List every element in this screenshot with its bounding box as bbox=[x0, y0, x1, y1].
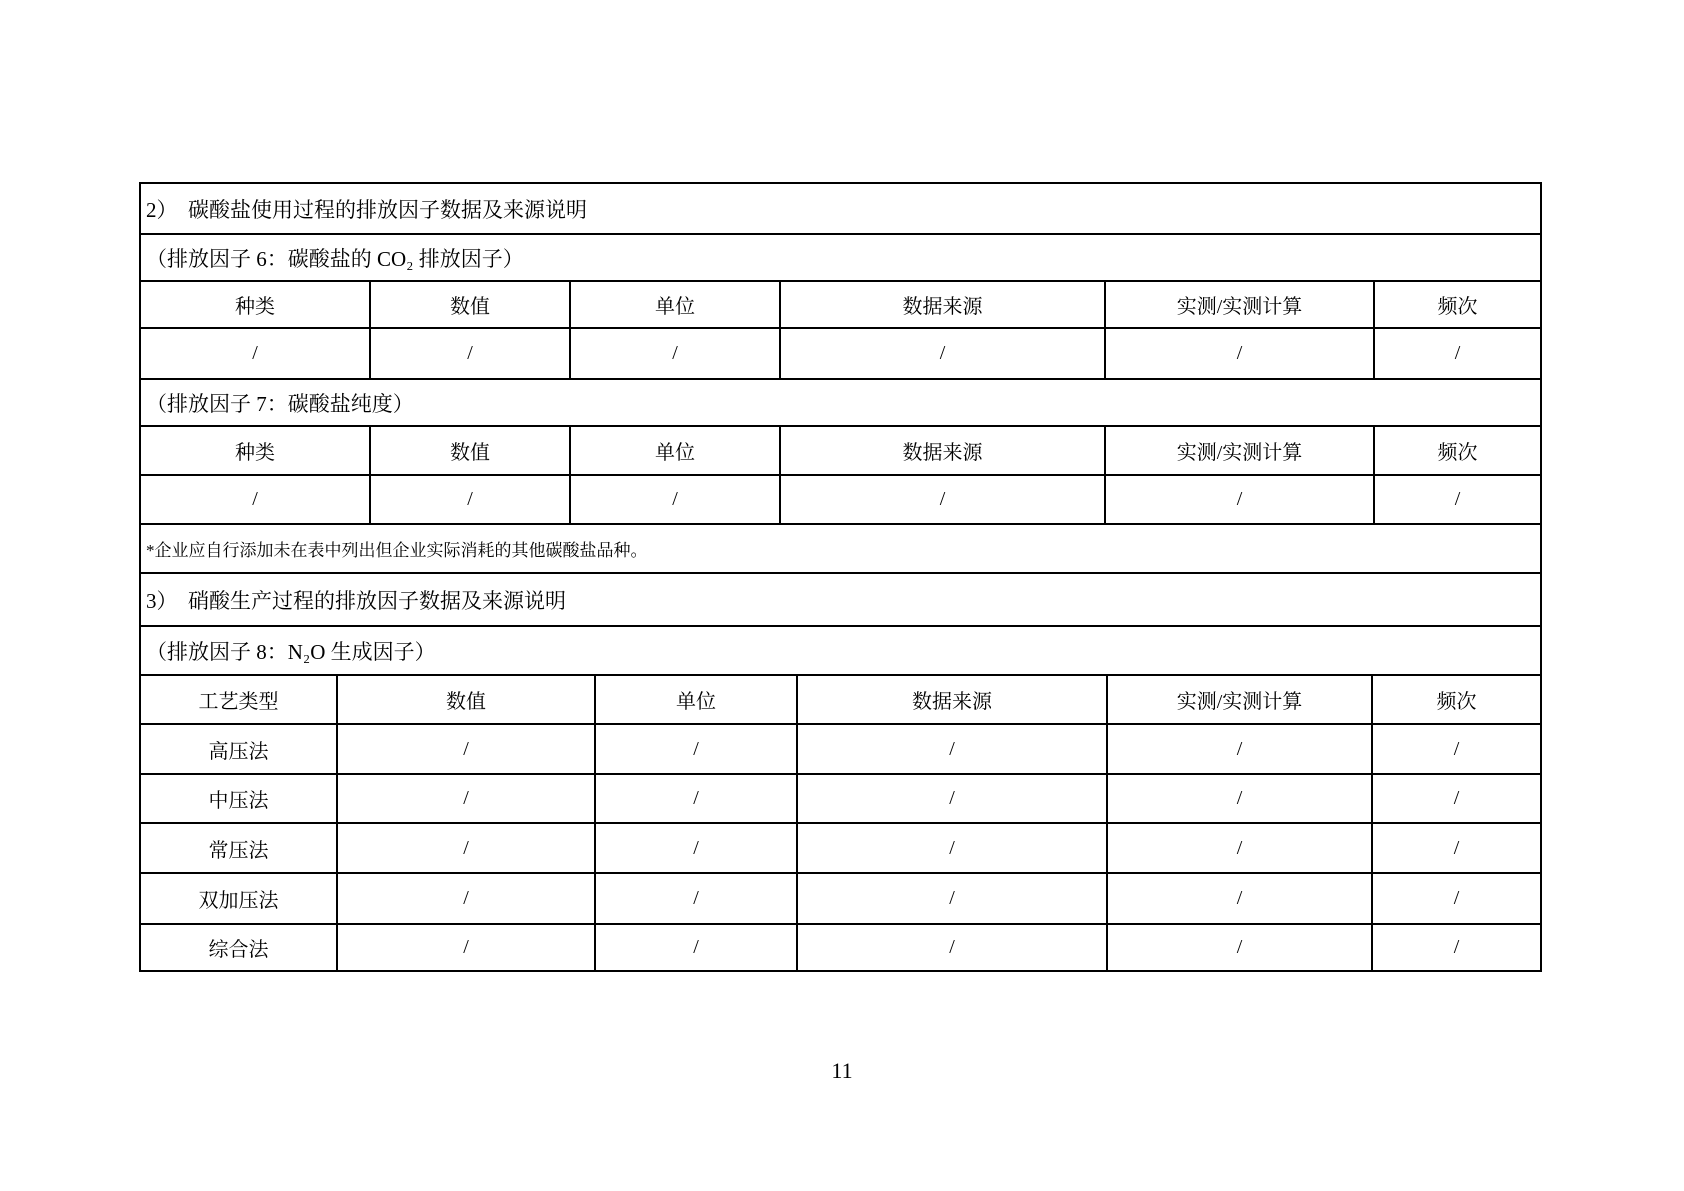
table-cell: / bbox=[594, 874, 796, 923]
column-header: 实测/实测计算 bbox=[1104, 282, 1373, 327]
column-header: 数据来源 bbox=[779, 282, 1104, 327]
factor-6-data-row bbox=[141, 327, 1540, 378]
table-row bbox=[141, 773, 1540, 822]
table-cell: / bbox=[1106, 824, 1371, 872]
table-cell: / bbox=[1104, 329, 1373, 378]
table-cell: / bbox=[796, 925, 1106, 970]
table-cell: / bbox=[1371, 874, 1540, 923]
table-cell: / bbox=[252, 488, 258, 510]
table-cell: / bbox=[569, 476, 779, 523]
table-cell: / bbox=[1371, 925, 1540, 970]
column-header: 实测/实测计算 bbox=[1106, 676, 1371, 723]
table-cell: / bbox=[336, 925, 594, 970]
table-cell: / bbox=[1373, 329, 1540, 378]
table-cell: / bbox=[796, 824, 1106, 872]
table-cell: / bbox=[594, 725, 796, 773]
emission-factor-table bbox=[139, 182, 1542, 972]
process-type-cell: 高压法 bbox=[208, 740, 269, 763]
table-cell: / bbox=[1106, 775, 1371, 822]
factor-8-label: （排放因子 8：N₂O 生成因子） bbox=[141, 625, 1540, 674]
factor-6-header-row bbox=[141, 280, 1540, 327]
column-header: 频次 bbox=[1373, 427, 1540, 474]
column-header: 种类 bbox=[235, 296, 275, 318]
table-cell: / bbox=[594, 925, 796, 970]
column-header: 数值 bbox=[369, 282, 569, 327]
table-cell: / bbox=[336, 874, 594, 923]
table-cell: / bbox=[1104, 476, 1373, 523]
column-header: 单位 bbox=[569, 427, 779, 474]
table-cell: / bbox=[796, 775, 1106, 822]
section-3-title: 3） 硝酸生产过程的排放因子数据及来源说明 bbox=[141, 572, 1540, 625]
page-number: 11 bbox=[831, 1058, 853, 1083]
table-row bbox=[141, 923, 1540, 970]
factor-6-label: （排放因子 6：碳酸盐的 CO₂ 排放因子） bbox=[141, 233, 1540, 280]
factor-7-header-row bbox=[141, 425, 1540, 474]
table-cell: / bbox=[336, 725, 594, 773]
table-cell: / bbox=[1371, 824, 1540, 872]
table-cell: / bbox=[796, 874, 1106, 923]
column-header: 频次 bbox=[1371, 676, 1540, 723]
column-header: 频次 bbox=[1373, 282, 1540, 327]
process-type-cell: 中压法 bbox=[208, 790, 269, 812]
table-cell: / bbox=[252, 342, 258, 364]
factor-7-label: （排放因子 7：碳酸盐纯度） bbox=[141, 378, 1540, 425]
column-header: 实测/实测计算 bbox=[1104, 427, 1373, 474]
column-header: 数据来源 bbox=[779, 427, 1104, 474]
table-cell: / bbox=[796, 725, 1106, 773]
table-cell: / bbox=[1373, 476, 1540, 523]
column-header: 单位 bbox=[569, 282, 779, 327]
table-cell: / bbox=[779, 329, 1104, 378]
process-type-cell: 综合法 bbox=[208, 939, 269, 961]
table-row bbox=[141, 822, 1540, 872]
column-header: 种类 bbox=[235, 442, 275, 464]
table-row bbox=[141, 723, 1540, 773]
section-2-title: 2） 碳酸盐使用过程的排放因子数据及来源说明 bbox=[146, 197, 587, 222]
column-header: 数值 bbox=[369, 427, 569, 474]
table-cell: / bbox=[779, 476, 1104, 523]
factor-7-data-row bbox=[141, 474, 1540, 523]
table-cell: / bbox=[369, 329, 569, 378]
column-header: 单位 bbox=[594, 676, 796, 723]
column-header: 数据来源 bbox=[796, 676, 1106, 723]
table-cell: / bbox=[1106, 874, 1371, 923]
table-cell: / bbox=[1106, 725, 1371, 773]
table-cell: / bbox=[336, 824, 594, 872]
factor-8-header-row bbox=[141, 674, 1540, 723]
table-cell: / bbox=[369, 476, 569, 523]
table-cell: / bbox=[1106, 925, 1371, 970]
table-cell: / bbox=[594, 775, 796, 822]
table-cell: / bbox=[569, 329, 779, 378]
process-type-cell: 常压法 bbox=[208, 839, 269, 862]
table-cell: / bbox=[1371, 725, 1540, 773]
table-footnote: *企业应自行添加未在表中列出但企业实际消耗的其他碳酸盐品种。 bbox=[141, 523, 1540, 572]
process-type-cell: 双加压法 bbox=[198, 890, 279, 912]
table-row bbox=[141, 872, 1540, 923]
table-cell: / bbox=[1371, 775, 1540, 822]
column-header: 工艺类型 bbox=[198, 691, 279, 713]
table-cell: / bbox=[594, 824, 796, 872]
column-header: 数值 bbox=[336, 676, 594, 723]
table-cell: / bbox=[336, 775, 594, 822]
